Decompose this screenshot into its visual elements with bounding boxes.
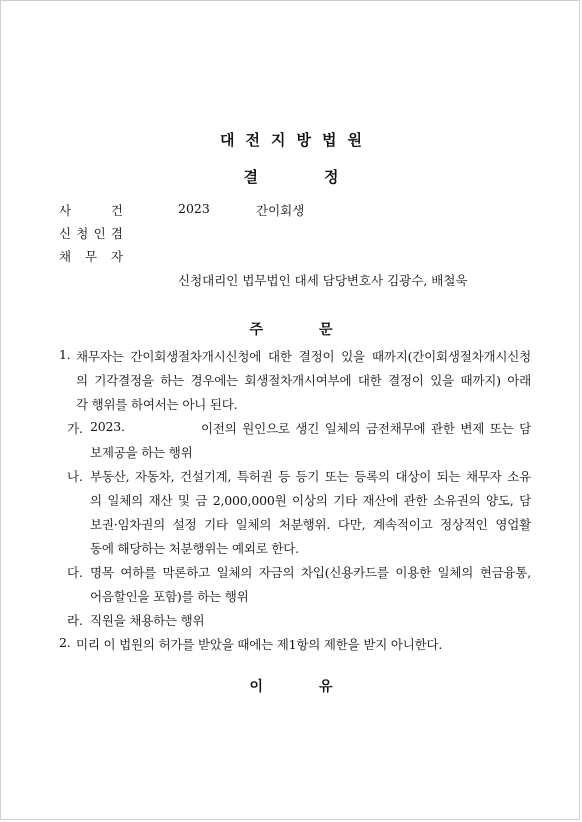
item-1-number: 1. [59,347,71,362]
case-label: 사 건 [59,203,123,218]
sub-da-line-2: 어음할인을 포함)를 하는 행위 [90,589,249,604]
representative-line: 신청대리인 법무법인 대세 담당변호사 김광수, 배철욱 [178,273,468,288]
sub-ga-line-1: 이전의 원인으로 생긴 일체의 금전채무에 관한 변제 또는 담 [201,421,531,436]
document-title-part-2: 정 [324,168,339,186]
case-type: 간이회생 [256,203,305,218]
sub-ga-label: 가. [67,421,83,436]
case-year: 2023 [178,201,210,216]
debtor-label: 채 무 자 [59,249,123,264]
document-title [1,166,581,187]
sub-ra-line: 직원을 채용하는 행위 [90,613,205,628]
item-2-line: 미리 이 법원의 허가를 받았을 때에는 제1항의 제한을 받지 아니한다. [76,637,443,652]
sub-da-label: 다. [67,565,83,580]
sub-ra-label: 라. [67,613,83,628]
applicant-label: 신 청 인 겸 [59,226,123,241]
item-2-number: 2. [59,635,71,650]
sub-ga-line-2: 보제공을 하는 행위 [90,445,193,460]
sub-na-line-3: 보권·임차권의 설정 기타 일체의 처분행위. 다만, 계속적이고 정상적인 영업활 [90,517,531,532]
court-name: 대전지방법원 [220,131,373,149]
item-1-line-2: 의 기각결정을 하는 경우에는 회생절차개시여부에 대한 결정이 있을 때까지) 아래 [76,373,531,388]
reason-heading: 이 유 [249,679,333,695]
order-heading: 주 문 [249,322,333,338]
sub-da-line-1: 명목 여하를 막론하고 일체의 자금의 차입(신용카드를 이용한 일체의 현금융통, [90,565,531,580]
sub-na-line-1: 부동산, 자동차, 건설기계, 특허권 등 등기 또는 등록의 대상이 되는 채무자 소유 [90,469,531,484]
sub-na-line-4: 동에 해당하는 처분행위는 예외로 한다. [90,541,299,556]
document-title-part-1: 결 [243,168,258,186]
sub-na-line-2: 의 일체의 재산 및 금 2,000,000원 이상의 기타 재산에 관한 소유권의 양도, 담 [90,493,531,508]
item-1-line-1: 채무자는 간이회생절차개시신청에 대한 결정이 있을 때까지(간이회생절차개시신청 [76,349,531,364]
item-1-line-3: 각 행위를 하여서는 아니 된다. [76,397,238,412]
sub-ga-date: 2023. [90,419,125,434]
sub-na-label: 나. [67,469,83,484]
